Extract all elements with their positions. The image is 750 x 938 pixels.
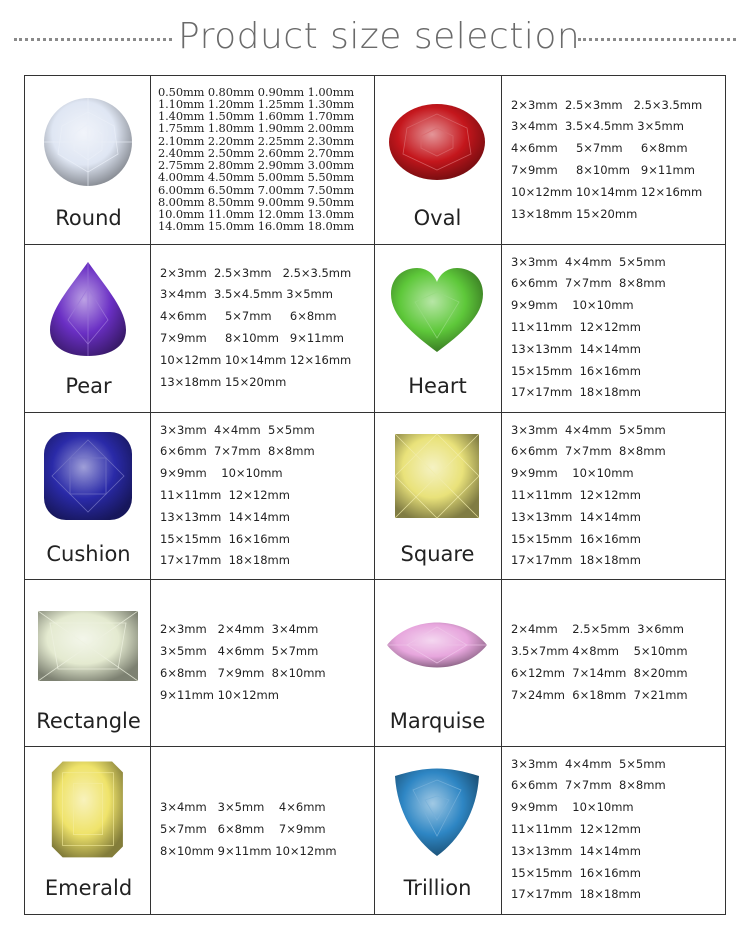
size-line: 9×9mm 10×10mm [160,466,283,481]
size-list-marquise [511,619,688,706]
gem-cell-square [374,412,501,580]
size-line: 15×15mm 16×16mm [511,531,641,546]
size-line: 6×6mm 7×7mm 8×8mm [511,444,666,459]
size-line: 5×7mm 6×8mm 7×9mm [160,822,326,837]
size-line: 9×9mm 10×10mm [511,298,634,313]
size-line: 3×5mm 4×6mm 5×7mm [160,644,319,659]
size-line: 13×18mm 15×20mm [511,206,638,221]
page-title: Product size selection [178,16,581,57]
gem-name: Cushion [46,542,131,566]
size-line: 7×9mm 8×10mm 9×11mm [160,330,344,345]
gem-cell-heart [374,244,501,412]
size-line: 8.00mm 8.50mm 9.00mm 9.50mm [158,194,355,209]
size-line: 13×18mm 15×20mm [160,374,287,389]
size-line: 8×10mm 9×11mm 10×12mm [160,843,337,858]
size-line: 10×12mm 10×14mm 12×16mm [511,184,703,199]
size-line: 1.75mm 1.80mm 1.90mm 2.00mm [158,121,355,136]
size-line: 7×24mm 6×18mm 7×21mm [511,687,688,702]
size-line: 17×17mm 18×18mm [160,553,290,568]
header [0,12,750,62]
size-line: 3×4mm 3.5×4.5mm 3×5mm [511,119,684,134]
decorative-dots-right [578,38,736,41]
size-line: 3×3mm 4×4mm 5×5mm [511,254,666,269]
size-line: 1.10mm 1.20mm 1.25mm 1.30mm [158,96,355,111]
size-line: 15×15mm 16×16mm [511,865,641,880]
gem-cell-trillion [374,746,501,914]
size-line: 2×3mm 2×4mm 3×4mm [160,622,319,637]
size-line: 13×13mm 14×14mm [160,509,290,524]
size-line: 1.40mm 1.50mm 1.60mm 1.70mm [158,109,355,123]
size-line: 4×6mm 5×7mm 6×8mm [511,141,688,156]
gem-name: Oval [413,206,462,230]
size-line: 10×12mm 10×14mm 12×16mm [160,352,352,367]
size-line: 9×9mm 10×10mm [511,800,634,815]
size-line: 9×11mm 10×12mm [160,687,279,702]
size-line: 2.10mm 2.20mm 2.25mm 2.30mm [158,133,355,148]
gem-cell-pear [25,244,152,412]
size-line: 17×17mm 18×18mm [511,385,641,400]
size-line: 13×13mm 14×14mm [511,341,641,356]
size-line: 2×4mm 2.5×5mm 3×6mm [511,622,684,637]
size-line: 6×12mm 7×14mm 8×20mm [511,665,688,680]
gem-cell-cushion [25,412,152,580]
size-line: 3.5×7mm 4×8mm 5×10mm [511,644,688,659]
gem-name: Marquise [389,709,486,733]
gem-cell-round [25,76,152,244]
gem-name: Trillion [403,876,472,900]
size-line: 2.40mm 2.50mm 2.60mm 2.70mm [158,145,355,160]
gem-name: Rectangle [36,709,141,733]
size-line: 4×6mm 5×7mm 6×8mm [160,309,337,324]
size-line: 11×11mm 12×12mm [511,320,641,335]
size-list-trillion [511,754,666,907]
size-list-round [158,86,354,233]
gem-name: Heart [408,374,467,398]
size-line: 3×4mm 3.5×4.5mm 3×5mm [160,287,333,302]
size-line: 6×6mm 7×7mm 8×8mm [511,778,666,793]
gem-cell-oval [374,76,501,244]
size-list-rectangle [160,619,326,706]
size-line: 6×6mm 7×7mm 8×8mm [511,276,666,291]
size-line: 11×11mm 12×12mm [511,488,641,503]
size-line: 11×11mm 12×12mm [160,488,290,503]
size-line: 9×9mm 10×10mm [511,466,634,481]
gem-cell-rectangle [25,579,152,747]
size-line: 10.0mm 11.0mm 12.0mm 13.0mm [158,207,355,221]
size-line: 4.00mm 4.50mm 5.00mm 5.50mm [158,170,355,185]
size-list-heart [511,252,666,405]
size-line: 14.0mm 15.0mm 16.0mm 18.0mm [158,219,355,234]
size-line: 6×6mm 7×7mm 8×8mm [160,444,315,459]
size-list-cushion [160,420,315,573]
size-line: 6.00mm 6.50mm 7.00mm 7.50mm [158,182,355,197]
size-line: 13×13mm 14×14mm [511,843,641,858]
size-line: 15×15mm 16×16mm [160,531,290,546]
size-list-pear [160,263,351,394]
size-line: 15×15mm 16×16mm [511,363,641,378]
size-line: 3×3mm 4×4mm 5×5mm [511,756,666,771]
size-line: 17×17mm 18×18mm [511,887,641,902]
gem-cell-emerald [25,746,152,914]
size-list-oval [511,95,702,226]
size-line: 3×3mm 4×4mm 5×5mm [511,422,666,437]
gem-name: Pear [65,374,112,398]
gem-name: Emerald [44,876,133,900]
size-list-square [511,420,666,573]
size-line: 6×8mm 7×9mm 8×10mm [160,665,326,680]
size-line: 13×13mm 14×14mm [511,509,641,524]
decorative-dots-left [14,38,172,41]
size-table [24,75,726,915]
divider [501,76,502,914]
size-line: 11×11mm 12×12mm [511,822,641,837]
size-line: 2×3mm 2.5×3mm 2.5×3.5mm [511,97,703,112]
size-line: 0.50mm 0.80mm 0.90mm 1.00mm [158,84,355,99]
size-line: 7×9mm 8×10mm 9×11mm [511,162,695,177]
size-line: 3×4mm 3×5mm 4×6mm [160,800,326,815]
gem-name: Round [55,206,122,230]
size-list-emerald [160,797,337,862]
size-line: 2×3mm 2.5×3mm 2.5×3.5mm [160,265,352,280]
size-line: 2.75mm 2.80mm 2.90mm 3.00mm [158,158,355,172]
gem-cell-marquise [374,579,501,747]
size-line: 17×17mm 18×18mm [511,553,641,568]
gem-name: Square [400,542,475,566]
size-line: 3×3mm 4×4mm 5×5mm [160,422,315,437]
